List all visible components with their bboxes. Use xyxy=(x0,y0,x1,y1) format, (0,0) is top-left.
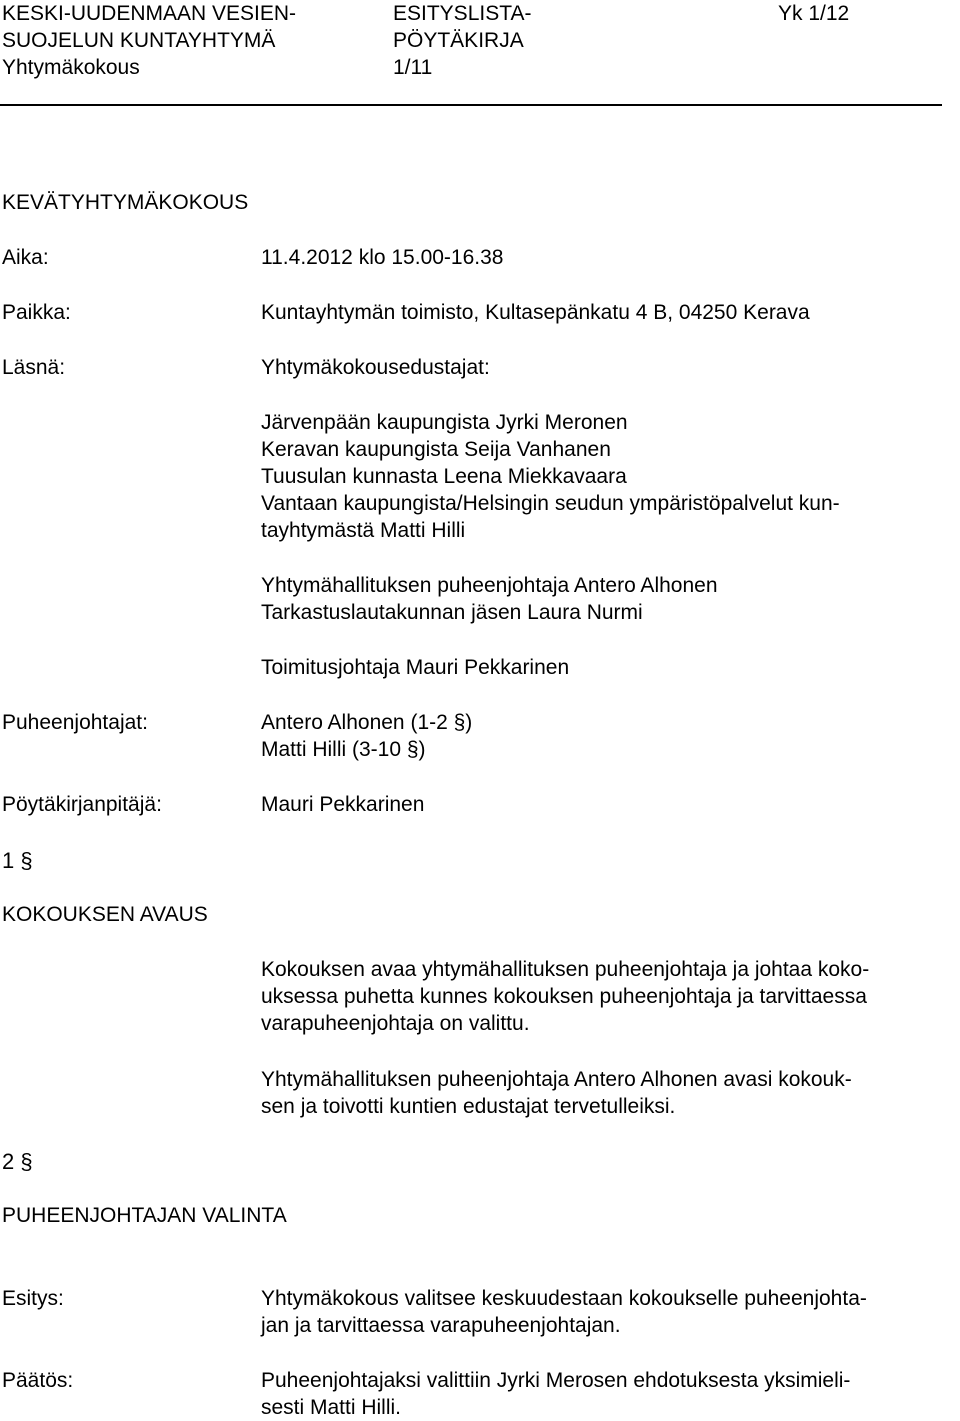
lasna-label: Läsnä: xyxy=(2,356,66,379)
secretary-label: Pöytäkirjanpitäjä: xyxy=(2,793,162,816)
doc-type-line1: ESITYSLISTA- xyxy=(393,2,532,25)
paikka-value: Kuntayhtymän toimisto, Kultasepänkatu 4 B, 04250 Kerava xyxy=(261,301,810,324)
doc-type-line2: PÖYTÄKIRJA xyxy=(393,29,524,52)
paikka-label: Paikka: xyxy=(2,301,71,324)
attendee-item: Tarkastuslautakunnan jäsen Laura Nurmi xyxy=(261,601,643,624)
section-1-para2-line: Yhtymähallituksen puheenjohtaja Antero Alhonen avasi kokouk- xyxy=(261,1068,852,1091)
org-name-line1: KESKI-UUDENMAAN VESIEN- xyxy=(2,2,297,25)
esitys-line: jan ja tarvittaessa varapuheenjohtajan. xyxy=(261,1314,621,1337)
delegate-item: Keravan kaupungista Seija Vanhanen xyxy=(261,438,611,461)
paatos-label: Päätös: xyxy=(2,1369,74,1392)
paatos-line: sesti Matti Hilli. xyxy=(261,1396,402,1419)
delegate-item: Vantaan kaupungista/Helsingin seudun ympäristöpalvelut kun- xyxy=(261,492,840,515)
page-reference: Yk 1/12 xyxy=(778,2,850,25)
section-2-title: PUHEENJOHTAJAN VALINTA xyxy=(2,1204,287,1227)
ceo-attendee: Toimitusjohtaja Mauri Pekkarinen xyxy=(261,656,570,679)
esitys-line: Yhtymäkokous valitsee keskuudestaan kokoukselle puheenjohta- xyxy=(261,1287,867,1310)
org-name-line2: SUOJELUN KUNTAYHTYMÄ xyxy=(2,29,276,52)
section-1-para1-line: Kokouksen avaa yhtymähallituksen puheenjohtaja ja johtaa koko- xyxy=(261,958,870,981)
delegate-item: tayhtymästä Matti Hilli xyxy=(261,519,466,542)
section-2-number: 2 § xyxy=(2,1149,33,1174)
aika-label: Aika: xyxy=(2,246,49,269)
delegate-item: Järvenpään kaupungista Jyrki Meronen xyxy=(261,411,628,434)
attendee-item: Yhtymähallituksen puheenjohtaja Antero Alhonen xyxy=(261,574,718,597)
section-1-para2-line: sen ja toivotti kuntien edustajat tervetulleiksi. xyxy=(261,1095,676,1118)
meeting-type: Yhtymäkokous xyxy=(2,56,140,79)
aika-value: 11.4.2012 klo 15.00-16.38 xyxy=(261,246,504,269)
section-1-number: 1 § xyxy=(2,848,33,873)
chair-item: Matti Hilli (3-10 §) xyxy=(261,738,426,761)
header-divider xyxy=(0,104,942,106)
chairs-label: Puheenjohtajat: xyxy=(2,711,148,734)
section-1-title: KOKOUKSEN AVAUS xyxy=(2,903,208,926)
document-title: KEVÄTYHTYMÄKOKOUS xyxy=(2,191,249,214)
paatos-line: Puheenjohtajaksi valittiin Jyrki Merosen ehdotuksesta yksimieli- xyxy=(261,1369,851,1392)
chair-item: Antero Alhonen (1-2 §) xyxy=(261,711,473,734)
section-1-para1-line: varapuheenjohtaja on valittu. xyxy=(261,1012,530,1035)
esitys-label: Esitys: xyxy=(2,1287,64,1310)
secretary-value: Mauri Pekkarinen xyxy=(261,793,425,816)
delegates-heading: Yhtymäkokousedustajat: xyxy=(261,356,490,379)
section-1-para1-line: uksessa puhetta kunnes kokouksen puheenjohtaja ja tarvittaessa xyxy=(261,985,867,1008)
delegate-item: Tuusulan kunnasta Leena Miekkavaara xyxy=(261,465,627,488)
doc-number: 1/11 xyxy=(393,56,433,79)
